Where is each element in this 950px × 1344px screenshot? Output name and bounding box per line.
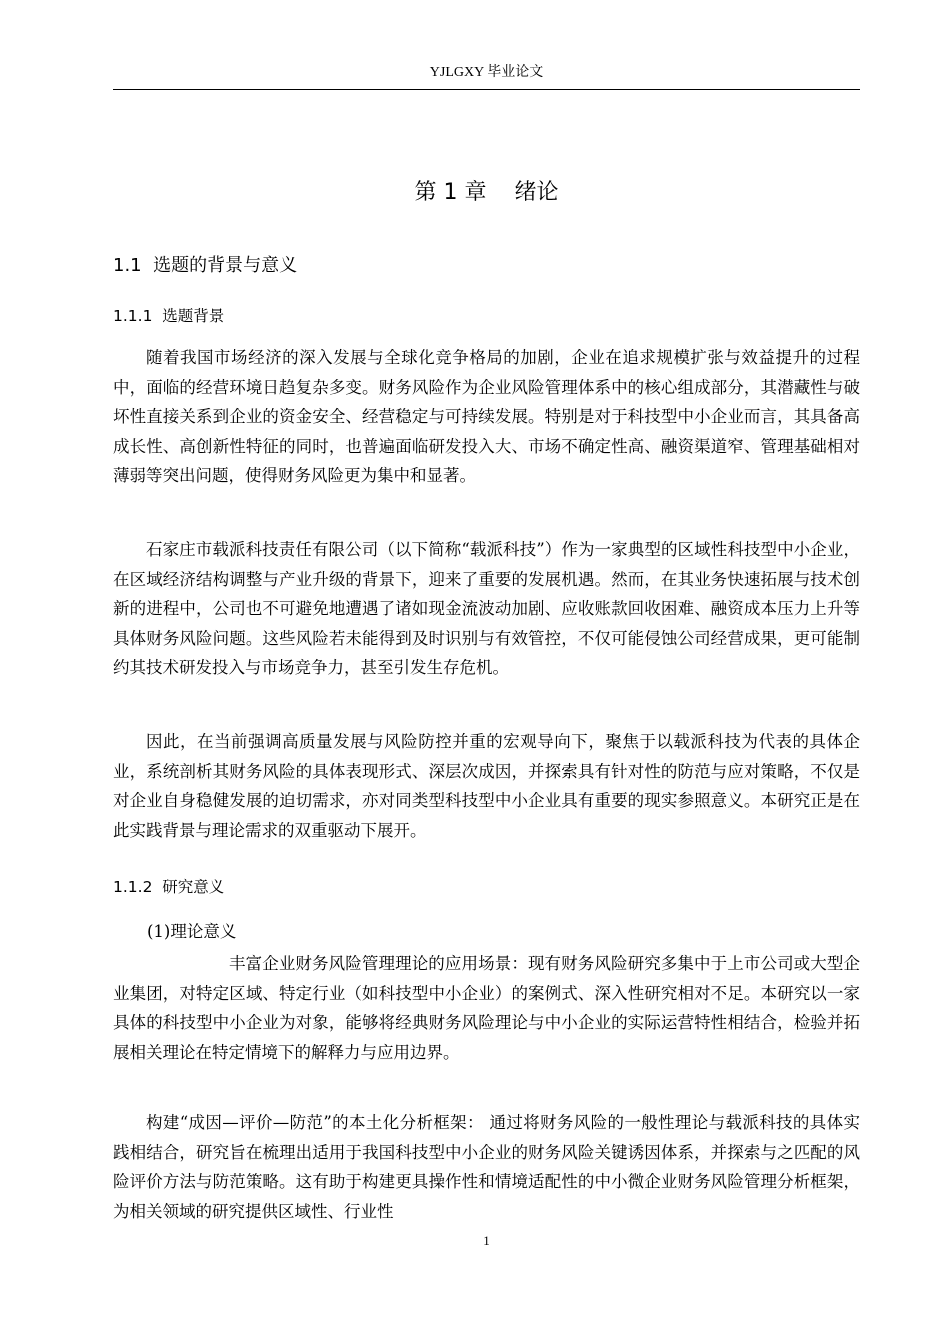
background-paragraph-3: 因此，在当前强调高质量发展与风险防控并重的宏观导向下，聚焦于以载派科技为代表的具体企业，系统剖析其财务风险的具体表现形式、深层次成因，并探索具有针对性的防范与应对策略，不仅是对企业自身稳健发展的迫切需求，亦对同类型科技型中小企业具有重要的现实参照意义。本研究正是在此实践背景与理论需求的双重驱动下展开。 bbox=[113, 732, 860, 840]
page-number: 1 bbox=[483, 1233, 490, 1248]
significance-paragraph-1: 丰富企业财务风险管理理论的应用场景：现有财务风险研究多集中于上市公司或大型企业集团，对特定区域、特定行业（如科技型中小企业）的案例式、深入性研究相对不足。本研究以一家具体的科技型中小企业为对象，能够将经典财务风险理论与中小企业的实际运营特性相结合，检验并拓展相关理论在特定情境下的解释力与应用边界。 bbox=[113, 954, 860, 1062]
subsection-heading-1-1-1: 1.1.1 选题背景 bbox=[113, 307, 225, 325]
page-header: YJLGXY 毕业论文 bbox=[429, 65, 544, 80]
background-paragraph-2: 石家庄市载派科技责任有限公司（以下简称“载派科技”）作为一家典型的区域性科技型中小企业，在区域经济结构调整与产业升级的背景下，迎来了重要的发展机遇。然而，在其业务快速拓展与技术创新的进程中，公司也不可避免地遭遇了诸如现金流波动加剧、应收账款回收困难、融资成本压力上升等具体财务风险问题。这些风险若未能得到及时识别与有效管控，不仅可能侵蚀公司经营成果，更可能制约其技术研发投入与市场竞争力，甚至引发生存危机。 bbox=[113, 540, 860, 677]
subsection-heading-1-1-2: 1.1.2 研究意义 bbox=[113, 878, 225, 896]
significance-paragraph-2: 构建“成因—评价—防范”的本土化分析框架： 通过将财务风险的一般性理论与载派科技的具体实践相结合，研究旨在梳理出适用于我国科技型中小企业的财务风险关键诱因体系，并探索与之匹配的风险评价方法与防范策略。这有助于构建更具操作性和情境适配性的中小微企业财务风险管理分析框架，为相关领域的研究提供区域性、行业性 bbox=[113, 1113, 860, 1221]
header-divider bbox=[113, 89, 860, 90]
section-heading-1-1: 1.1 选题的背景与意义 bbox=[113, 255, 298, 276]
list-label-theoretical-significance: (1)理论意义 bbox=[147, 922, 237, 941]
chapter-title: 第 1 章 绪论 bbox=[414, 180, 559, 205]
background-paragraph-1: 随着我国市场经济的深入发展与全球化竞争格局的加剧，企业在追求规模扩张与效益提升的过程中，面临的经营环境日趋复杂多变。财务风险作为企业风险管理体系中的核心组成部分，其潜藏性与破坏性直接关系到企业的资金安全、经营稳定与可持续发展。特别是对于科技型中小企业而言，其具备高成长性、高创新性特征的同时，也普遍面临研发投入大、市场不确定性高、融资渠道窄、管理基础相对薄弱等突出问题，使得财务风险更为集中和显著。 bbox=[113, 348, 860, 485]
